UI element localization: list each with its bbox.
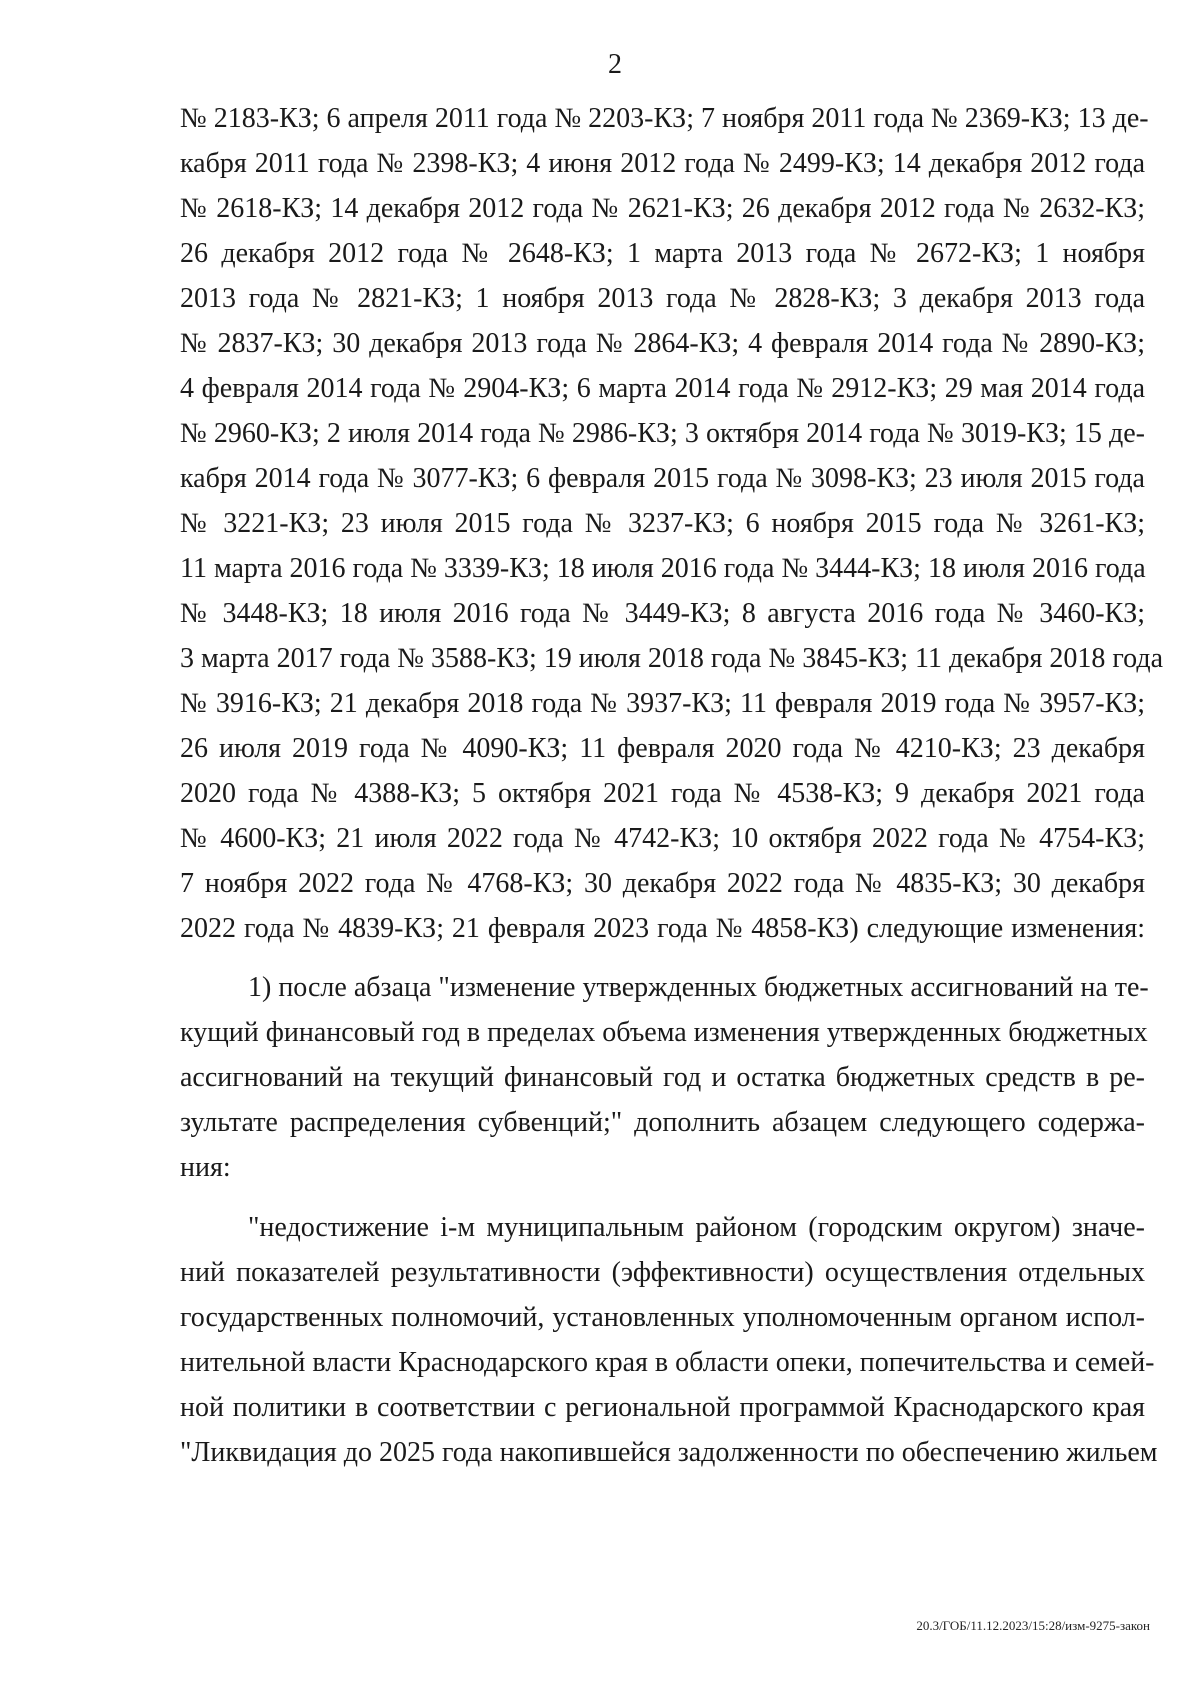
text-line: ний показателей результативности (эффективности) осуществления отдельных	[180, 1257, 1145, 1288]
text-line: кабря 2014 года № 3077-КЗ; 6 февраля 2015 года № 3098-КЗ; 23 июля 2015 года	[180, 463, 1145, 494]
text-line: государственных полномочий, установленных уполномоченным органом испол-	[180, 1302, 1145, 1333]
text-line: зультате распределения субвенций;" дополнить абзацем следующего содержа-	[180, 1107, 1145, 1138]
text-line: 11 марта 2016 года № 3339-КЗ; 18 июля 2016 года № 3444-КЗ; 18 июля 2016 года	[180, 553, 1146, 584]
text-line: № 2837-КЗ; 30 декабря 2013 года № 2864-КЗ; 4 февраля 2014 года № 2890-КЗ;	[180, 328, 1145, 359]
text-line: № 3221-КЗ; 23 июля 2015 года № 3237-КЗ; 6 ноября 2015 года № 3261-КЗ;	[180, 508, 1145, 539]
text-line: № 2618-КЗ; 14 декабря 2012 года № 2621-КЗ; 26 декабря 2012 года № 2632-КЗ;	[180, 193, 1145, 224]
text-line: 2013 года № 2821-КЗ; 1 ноября 2013 года № 2828-КЗ; 3 декабря 2013 года	[180, 283, 1145, 314]
text-line: 4 февраля 2014 года № 2904-КЗ; 6 марта 2014 года № 2912-КЗ; 29 мая 2014 года	[180, 373, 1145, 404]
text-line: "Ликвидация до 2025 года накопившейся задолженности по обеспечению жильем	[180, 1437, 1158, 1468]
text-line: нительной власти Краснодарского края в области опеки, попечительства и семей-	[180, 1347, 1155, 1378]
text-line: 2020 года № 4388-КЗ; 5 октября 2021 года № 4538-КЗ; 9 декабря 2021 года	[180, 778, 1145, 809]
text-line: 2022 года № 4839-КЗ; 21 февраля 2023 года № 4858-КЗ) следующие изменения:	[180, 913, 1145, 944]
text-line: кущий финансовый год в пределах объема изменения утвержденных бюджетных	[180, 1017, 1148, 1048]
text-line: 26 июля 2019 года № 4090-КЗ; 11 февраля 2020 года № 4210-КЗ; 23 декабря	[180, 733, 1145, 764]
text-line: № 2183-КЗ; 6 апреля 2011 года № 2203-КЗ; 7 ноября 2011 года № 2369-КЗ; 13 де-	[180, 103, 1149, 134]
paragraph-first-line: 1) после абзаца "изменение утвержденных бюджетных ассигнований на те-	[248, 972, 1149, 1003]
text-line: ной политики в соответствии с региональной программой Краснодарского края	[180, 1392, 1145, 1423]
text-line: ассигнований на текущий финансовый год и остатка бюджетных средств в ре-	[180, 1062, 1145, 1093]
text-line: ния:	[180, 1152, 231, 1183]
text-line: 26 декабря 2012 года № 2648-КЗ; 1 марта 2013 года № 2672-КЗ; 1 ноября	[180, 238, 1145, 269]
text-line: № 2960-КЗ; 2 июля 2014 года № 2986-КЗ; 3 октября 2014 года № 3019-КЗ; 15 де-	[180, 418, 1145, 449]
page-number: 2	[608, 49, 622, 80]
text-line: № 3916-КЗ; 21 декабря 2018 года № 3937-КЗ; 11 февраля 2019 года № 3957-КЗ;	[180, 688, 1145, 719]
document-footer-code: 20.3/ГОБ/11.12.2023/15:28/изм-9275-закон	[916, 1618, 1150, 1633]
text-line: № 4600-КЗ; 21 июля 2022 года № 4742-КЗ; 10 октября 2022 года № 4754-КЗ;	[180, 823, 1145, 854]
paragraph-first-line: "недостижение i-м муниципальным районом (городским округом) значе-	[248, 1212, 1145, 1243]
text-line: 7 ноября 2022 года № 4768-КЗ; 30 декабря 2022 года № 4835-КЗ; 30 декабря	[180, 868, 1145, 899]
text-line: кабря 2011 года № 2398-КЗ; 4 июня 2012 года № 2499-КЗ; 14 декабря 2012 года	[180, 148, 1145, 179]
text-line: № 3448-КЗ; 18 июля 2016 года № 3449-КЗ; 8 августа 2016 года № 3460-КЗ;	[180, 598, 1145, 629]
text-line: 3 марта 2017 года № 3588-КЗ; 19 июля 2018 года № 3845-КЗ; 11 декабря 2018 года	[180, 643, 1164, 674]
